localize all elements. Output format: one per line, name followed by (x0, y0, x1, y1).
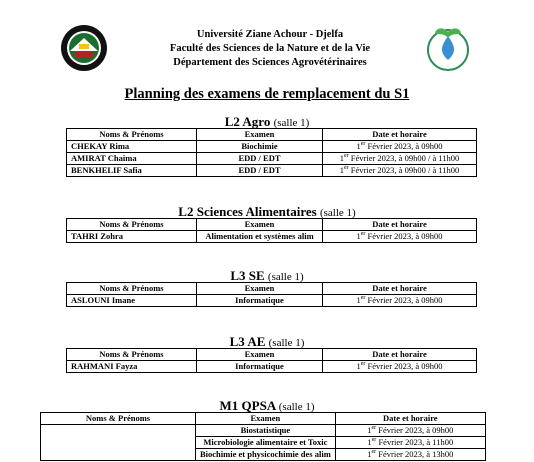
section-title-text: M1 QPSA (219, 398, 276, 413)
exam-date (323, 231, 477, 243)
date-text: Février 2023, à 09h00 (367, 361, 443, 371)
university-name: Université Ziane Achour - Djelfa (196, 29, 344, 40)
date-text: Février 2023, à 09h00 (367, 141, 443, 151)
table-row (41, 425, 486, 437)
document-header (0, 0, 534, 80)
student-name: RAHMANI Fayza (67, 361, 197, 373)
section-room: (salle 1) (278, 401, 315, 413)
exam-table (40, 412, 486, 461)
table-row (67, 153, 477, 165)
column-header-name: Noms & Prénoms (41, 413, 196, 425)
date-day: 1 (339, 165, 344, 175)
section-room: (salle 1) (319, 207, 356, 219)
exam-date (323, 165, 477, 177)
date-ordinal: er (360, 361, 366, 368)
date-day: 1 (356, 295, 361, 305)
date-ordinal: er (343, 153, 349, 160)
exam-date (335, 449, 485, 461)
column-header-name: Noms & Prénoms (67, 349, 197, 361)
department-name: Département des Sciences Agrovétérinaires (173, 57, 367, 68)
department-logo-icon (419, 22, 477, 74)
column-header-exam: Examen (196, 413, 336, 425)
column-header-date: Date et horaire (323, 283, 477, 295)
exam-subject: EDD / EDT (197, 153, 323, 165)
university-logo-icon (60, 24, 108, 72)
table-header-row (67, 129, 477, 141)
student-name: TAHRI Zohra (67, 231, 197, 243)
column-header-name: Noms & Prénoms (67, 129, 197, 141)
section-room: (salle 1) (268, 337, 305, 349)
date-day: 1 (339, 153, 344, 163)
section-title-text: L3 SE (230, 268, 265, 283)
student-name: BENKHELIF Safia (67, 165, 197, 177)
exam-table (66, 218, 477, 243)
table-header-row (41, 413, 486, 425)
column-header-name: Noms & Prénoms (67, 283, 197, 295)
exam-date (335, 425, 485, 437)
table-row (67, 361, 477, 373)
column-header-exam: Examen (197, 219, 323, 231)
exam-subject: Informatique (197, 361, 323, 373)
column-header-name: Noms & Prénoms (67, 219, 197, 231)
exam-subject: Biostatistique (196, 425, 336, 437)
section-title-text: L3 AE (229, 334, 266, 349)
table-header-row (67, 283, 477, 295)
page-title: Planning des examens de remplacement du S1 (124, 86, 410, 102)
section-title-text: L2 Sciences Alimentaires (178, 204, 317, 219)
date-day: 1 (356, 231, 361, 241)
date-text: Février 2023, à 09h00 (367, 295, 443, 305)
faculty-name: Faculté des Sciences de la Nature et de la Vie (169, 43, 371, 54)
date-day: 1 (367, 425, 372, 435)
exam-table (66, 348, 477, 373)
date-text: Février 2023, à 09h00 (367, 231, 443, 241)
exam-subject: Informatique (197, 295, 323, 307)
column-header-exam: Examen (197, 129, 323, 141)
column-header-date: Date et horaire (323, 349, 477, 361)
table-row (67, 165, 477, 177)
section-room: (salle 1) (273, 117, 310, 129)
exam-date (323, 295, 477, 307)
date-text: Février 2023, à 09h00 / à 11h00 (350, 165, 460, 175)
student-name: AMIRAT Chaima (67, 153, 197, 165)
exam-table (66, 128, 477, 177)
date-ordinal: er (343, 165, 349, 172)
date-ordinal: er (360, 295, 366, 302)
student-name (41, 425, 196, 461)
date-ordinal: er (371, 449, 377, 456)
date-text: Février 2023, à 13h00 (378, 449, 454, 459)
student-name: CHEKAY Rima (67, 141, 197, 153)
date-day: 1 (367, 449, 372, 459)
date-day: 1 (356, 141, 361, 151)
column-header-exam: Examen (197, 349, 323, 361)
exam-date (335, 437, 485, 449)
table-row (67, 231, 477, 243)
table-row (67, 141, 477, 153)
date-ordinal: er (360, 231, 366, 238)
section-title-text: L2 Agro (224, 114, 271, 129)
exam-subject: Biochimie (197, 141, 323, 153)
table-row (67, 295, 477, 307)
exam-date (323, 361, 477, 373)
column-header-date: Date et horaire (323, 219, 477, 231)
date-text: Février 2023, à 09h00 / à 11h00 (350, 153, 460, 163)
exam-subject: Alimentation et systèmes alim (197, 231, 323, 243)
date-ordinal: er (371, 437, 377, 444)
column-header-exam: Examen (197, 283, 323, 295)
exam-subject: Biochimie et physicochimie des alim (196, 449, 336, 461)
column-header-date: Date et horaire (323, 129, 477, 141)
date-ordinal: er (360, 141, 366, 148)
exam-table (66, 282, 477, 307)
table-header-row (67, 349, 477, 361)
column-header-date: Date et horaire (335, 413, 485, 425)
table-header-row (67, 219, 477, 231)
exam-date (323, 141, 477, 153)
student-name: ASLOUNI Imane (67, 295, 197, 307)
date-day: 1 (367, 437, 372, 447)
section-room: (salle 1) (267, 271, 304, 283)
exam-subject: Microbiologie alimentaire et Toxic (196, 437, 336, 449)
date-day: 1 (356, 361, 361, 371)
date-ordinal: er (371, 425, 377, 432)
date-text: Février 2023, à 09h00 (378, 425, 454, 435)
exam-subject: EDD / EDT (197, 165, 323, 177)
exam-date (323, 153, 477, 165)
date-text: Février 2023, à 11h00 (378, 437, 454, 447)
